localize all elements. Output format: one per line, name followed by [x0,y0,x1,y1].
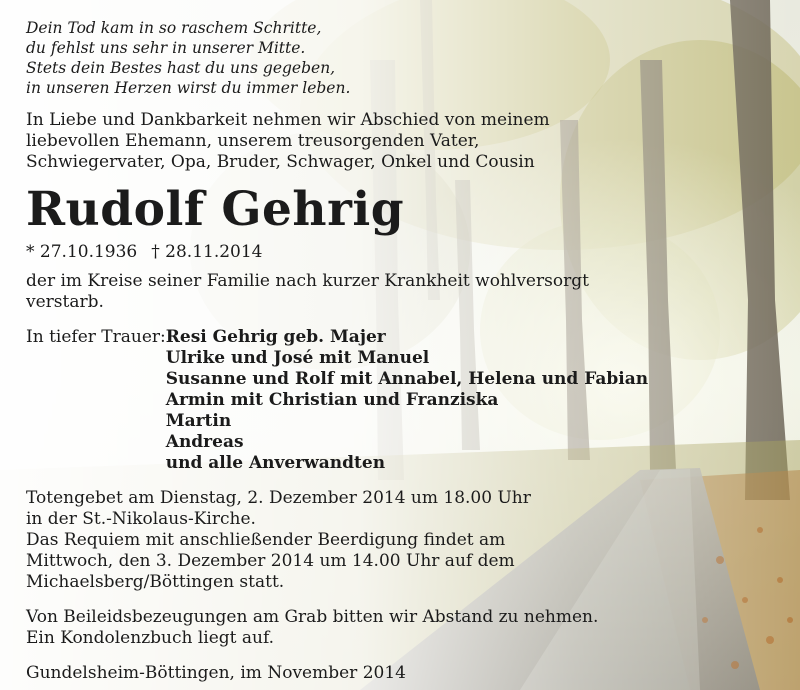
mourner: Martin [165,411,232,431]
service-info [26,488,626,593]
birth-date: * 27.10.1936 [26,242,138,262]
passing-line: verstarb. [26,292,104,312]
poem-line: in unseren Herzen wirst du immer leben. [26,79,351,97]
condolence-line: Von Beileidsbezeugungen am Grab bitten wir Abstand zu nehmen. [26,607,599,627]
service-line: Michaelsberg/Böttingen statt. [26,572,285,592]
mourners-block [26,327,649,474]
poem-line: du fehlst uns sehr in unserer Mitte. [26,39,306,57]
mourner: Susanne und Rolf mit Annabel, Helena und Fabian [165,369,649,389]
deceased-name: Rudolf Gehrig [26,182,405,237]
intro-line: liebevollen Ehemann, unserem treusorgenden Vater, [26,131,480,151]
notice-text [26,18,649,690]
intro-line: In Liebe und Dankbarkeit nehmen wir Abschied von meinem [26,110,550,130]
poem-line: Stets dein Bestes hast du uns gegeben, [26,59,336,77]
death-date: † 28.11.2014 [151,242,263,262]
life-dates [26,241,626,263]
condolence-note [26,607,626,649]
mourner: Ulrike und José mit Manuel [165,348,430,368]
mourners-label: In tiefer Trauer: [26,327,166,347]
mourners-list [166,327,648,474]
mourner: und alle Anverwandten [165,453,386,473]
service-line: Totengebet am Dienstag, 2. Dezember 2014 um 18.00 Uhr [26,488,531,508]
condolence-line: Ein Kondolenzbuch liegt auf. [26,628,275,648]
service-line: in der St.-Nikolaus-Kirche. [26,509,256,529]
intro-line: Schwiegervater, Opa, Bruder, Schwager, Onkel und Cousin [26,152,535,172]
farewell-intro [26,110,626,173]
passing-statement [26,271,626,313]
poem-line: Dein Tod kam in so raschem Schritte, [26,19,322,37]
passing-line: der im Kreise seiner Familie nach kurzer Krankheit wohlversorgt [26,271,589,291]
place-and-date: Gundelsheim-Böttingen, im November 2014 [26,663,406,683]
service-line: Mittwoch, den 3. Dezember 2014 um 14.00 Uhr auf dem [26,551,515,571]
service-line: Das Requiem mit anschließender Beerdigung findet am [26,530,506,550]
memorial-poem [26,18,626,98]
mourner: Resi Gehrig geb. Majer [165,327,386,347]
mourner: Andreas [165,432,244,452]
mourner: Armin mit Christian und Franziska [165,390,499,410]
